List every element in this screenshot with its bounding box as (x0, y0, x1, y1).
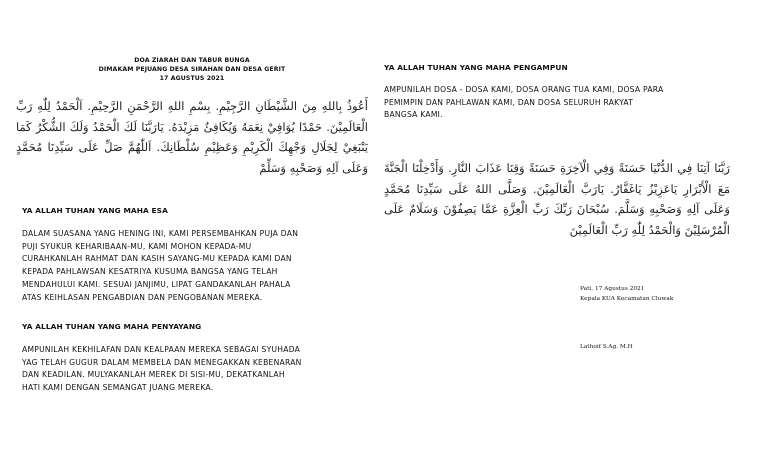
paragraph-maha-esa (22, 228, 364, 304)
signature-block (580, 284, 673, 304)
text-line: MENDAHULUI KAMI. SESUAI JANJIMU, LIPAT GANDAKANLAH PAHALA (22, 279, 291, 289)
text-line: PUJI SYUKUR KEHARIBAAN-MU, KAMI MOHON KEPADA-MU (22, 241, 252, 251)
section-title-maha-esa: YA ALLAH TUHAN YANG MAHA ESA (22, 206, 168, 215)
section-title-maha-pengampun: YA ALLAH TUHAN YANG MAHA PENGAMPUN (384, 63, 568, 72)
heading-line-2: DIMAKAM PEJUANG DESA SIRAHAN DAN DESA GERIT (98, 66, 286, 73)
text-line: CURAHKANLAH RAHMAT DAN KASIH SAYANG-MU KEPADA KAMI DAN (22, 254, 292, 264)
signature-position: Kepala KUA Kecamatan Cluwak (580, 296, 674, 302)
text-line: AMPUNILAH KEKHILAFAN DAN KEALPAAN MEREKA SEBAGAI SYUHADA (22, 345, 301, 354)
arabic-opening-prayer: أَعُوذُ بِاللهِ مِنَ الشَّيْطَانِ الرَّجِيْمِ. بِسْمِ اللهِ الرَّحْمَنِ الرَّحِيْمِ. اَلْحَمْدُ لِلّٰهِ رَبِّ الْعَالَمِيْنَ. حَمْدًا يُوَافِيْ نِعَمَهُ وَيُكَافِئُ مَزِيْدَهُ. يَارَبَّنَا لَكَ الْحَمْدُ وَلَكَ الشُّكْرُ كَمَا يَنْبَغِيْ لِجَلَالِ وَجْهِكَ الْكَرِيْمِ وَعَظِيْمِ سُلْطَانِكَ. اَللّٰهُمَّ صَلِّ عَلَى سَيِّدِنَا مُحَمَّدٍ وَعَلَى آلِهِ وَصَحْبِهِ وَسَلِّمْ (16, 99, 368, 175)
document-heading (0, 56, 384, 83)
paragraph-maha-pengampun (384, 84, 702, 122)
text-line: YAG TELAH GUGUR DALAM MEMBELA DAN MENEGAKKAN KEBENARAN (22, 357, 302, 367)
right-page (384, 0, 768, 466)
text-line: ATAS KEIHLASAN PENGABDIAN DAN PENGOBANAN MEREKA. (22, 292, 263, 302)
text-line: DAN KEADILAN. MULYAKANLAH MEREK DI SISI-MU, DEKATKANLAH (22, 370, 285, 380)
section-title-maha-penyayang: YA ALLAH TUHAN YANG MAHA PENYAYANG (22, 322, 202, 331)
signature-place-date: Pati, 17 Agustus 2021 (580, 286, 645, 292)
paragraph-maha-penyayang (22, 344, 364, 395)
text-line: KEPADA PAHLAWSAN KESATRIYA KUSUMA BANGSA YANG TELAH (22, 267, 278, 277)
signature-name: Lathoif S.Ag. M.H (580, 344, 633, 350)
text-line: BANGSA KAMI. (384, 110, 443, 120)
text-line: AMPUNILAH DOSA - DOSA KAMI, DOSA ORANG TUA KAMI, DOSA PARA (384, 85, 664, 94)
text-line: DALAM SUASANA YANG HENING INI, KAMI PERSEMBAHKAN PUJA DAN (22, 229, 299, 238)
text-line: HATI KAMI DENGAN SEMANGAT JUANG MEREKA. (22, 383, 214, 393)
text-line: PEMIMPIN DAN PAHLAWAN KAMI, DAN DOSA SELURUH RAKYAT (384, 97, 634, 107)
heading-line-1: DOA ZIARAH DAN TABUR BUNGA (134, 57, 250, 64)
heading-line-3: 17 AGUSTUS 2021 (159, 75, 225, 82)
arabic-closing-prayer: رَبَّنَا آتِنَا فِي الدُّنْيَا حَسَنَةً وَفِي الْآخِرَةِ حَسَنَةً وَقِنَا عَذَابَ النَّارِ. وَأَدْخِلْنَا الْجَنَّةَ مَعَ الْأَبْرَارِ يَاعَزِيْزُ يَاغَفَّارُ. يَارَبَّ الْعَالَمِيْنَ. وَصَلَّى اللهُ عَلَى سَيِّدِنَا مُحَمَّدٍ وَعَلَى آلِهِ وَصَحْبِهِ وَسَلَّمَ. سُبْحَانَ رَبِّكَ رَبِّ الْعِزَّةِ عَمَّا يَصِفُوْنَ وَسَلَامٌ عَلَى الْمُرْسَلِيْنَ وَالْحَمْدُ لِلّٰهِ رَبِّ الْعَالَمِيْنَ (384, 161, 730, 237)
